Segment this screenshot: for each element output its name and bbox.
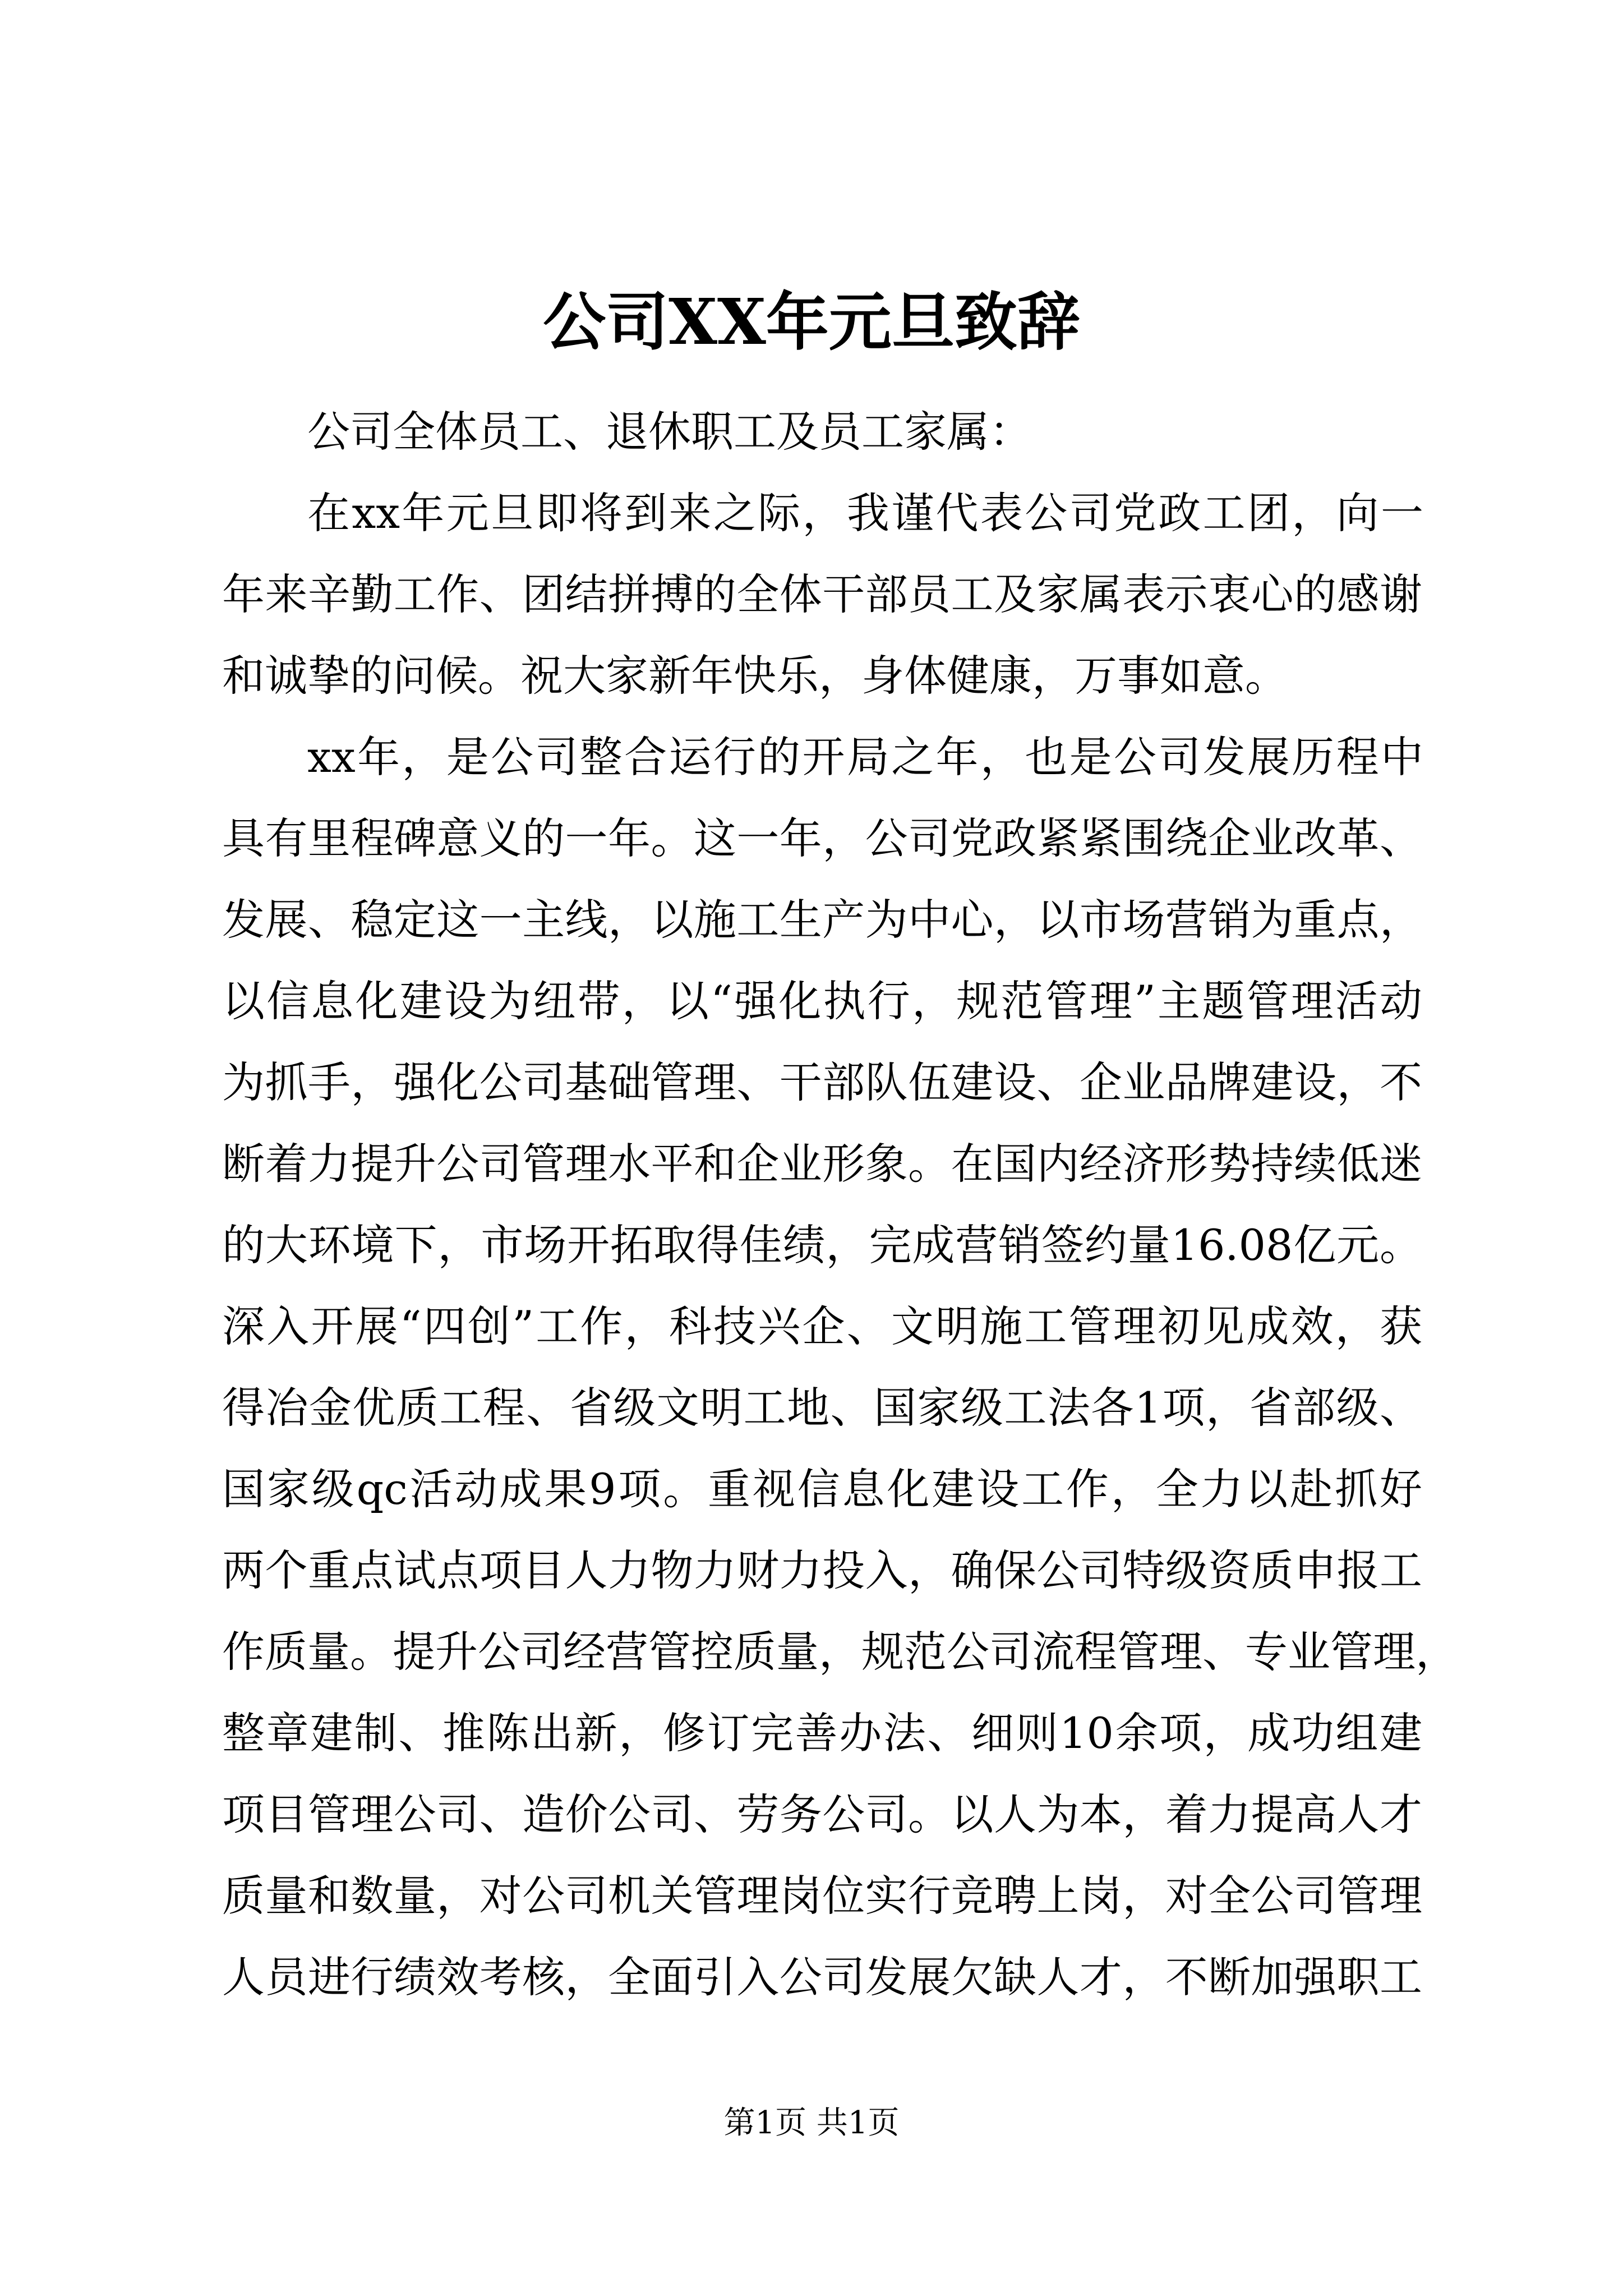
body-line: 在xx年元旦即将到来之际，我谨代表公司党政工团，向一 <box>307 488 1423 538</box>
body-line: 深入开展“四创”工作，科技兴企、文明施工管理初见成效，获 <box>222 1301 1422 1351</box>
body-line: 人员进行绩效考核，全面引入公司发展欠缺人才，不断加强职工 <box>222 1952 1422 2002</box>
body-line: 具有里程碑意义的一年。这一年，公司党政紧紧围绕企业改革、 <box>222 813 1422 863</box>
body-line: 国家级qc活动成果9项。重视信息化建设工作，全力以赴抓好 <box>222 1464 1422 1514</box>
body-line: 的大环境下，市场开拓取得佳绩，完成营销签约量16.08亿元。 <box>222 1220 1422 1270</box>
salutation-line: 公司全体员工、退休职工及员工家属： <box>307 407 1032 457</box>
body-line: xx年，是公司整合运行的开局之年，也是公司发展历程中 <box>307 732 1423 782</box>
body-line: 年来辛勤工作、团结拼搏的全体干部员工及家属表示衷心的感谢 <box>222 569 1422 619</box>
page-footer: 第1页 共1页 <box>723 2105 900 2141</box>
body-line: 项目管理公司、造价公司、劳务公司。以人为本，着力提高人才 <box>222 1789 1422 1839</box>
body-line: 断着力提升公司管理水平和企业形象。在国内经济形势持续低迷 <box>222 1139 1422 1189</box>
body-line: 整章建制、推陈出新，修订完善办法、细则10余项，成功组建 <box>222 1708 1422 1758</box>
body-line: 两个重点试点项目人力物力财力投入，确保公司特级资质申报工 <box>222 1545 1422 1595</box>
body-line: 和诚挚的问候。祝大家新年快乐，身体健康，万事如意。 <box>222 651 1288 701</box>
body-line: 发展、稳定这一主线，以施工生产为中心，以市场营销为重点， <box>222 895 1422 945</box>
body-line: 为抓手，强化公司基础管理、干部队伍建设、企业品牌建设，不 <box>222 1057 1422 1107</box>
body-line: 作质量。提升公司经营管控质量，规范公司流程管理、专业管理， <box>222 1627 1458 1677</box>
body-line: 以信息化建设为纽带，以“强化执行，规范管理”主题管理活动 <box>222 976 1422 1026</box>
document-title: 公司XX年元旦致辞 <box>543 286 1080 359</box>
body-line: 得冶金优质工程、省级文明工地、国家级工法各1项，省部级、 <box>222 1383 1422 1433</box>
body-line: 质量和数量，对公司机关管理岗位实行竞聘上岗，对全公司管理 <box>222 1871 1422 1921</box>
